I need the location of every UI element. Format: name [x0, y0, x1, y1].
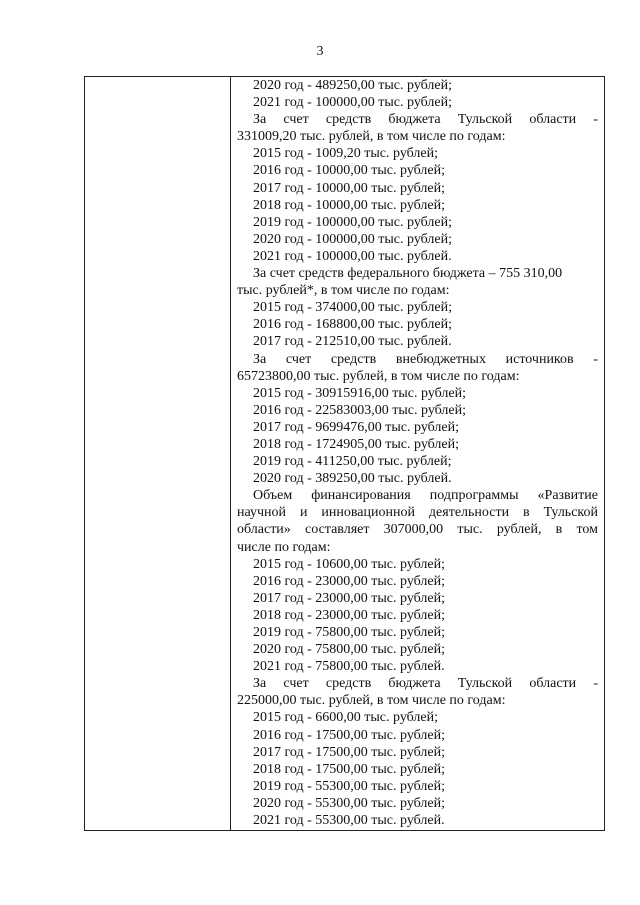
text-line: 2016 год - 23000,00 тыс. рублей; [253, 573, 446, 589]
text-line: 2019 год - 411250,00 тыс. рублей; [253, 454, 452, 470]
text-line: 2015 год - 30915916,00 тыс. рублей; [253, 385, 467, 401]
text-line: 2020 год - 75800,00 тыс. рублей; [253, 642, 446, 658]
text-line: За счет средств внебюджетных источников - [253, 351, 598, 367]
text-line: 2021 год - 100000,00 тыс. рублей; [253, 95, 453, 111]
text-line: 2019 год - 75800,00 тыс. рублей; [253, 625, 446, 640]
text-line: 2017 год - 17500,00 тыс. рублей; [253, 744, 446, 760]
text-line: 2021 год - 75800,00 тыс. рублей. [253, 659, 445, 675]
text-line: 2018 год - 17500,00 тыс. рублей; [253, 761, 446, 777]
text-line: 2015 год - 374000,00 тыс. рублей; [253, 300, 453, 316]
table-content-cell [231, 77, 604, 830]
text-line: 2021 год - 100000,00 тыс. рублей. [253, 248, 452, 264]
text-line: 2019 год - 100000,00 тыс. рублей; [253, 214, 453, 230]
text-line: научной и инновационной деятельности в Тульской [237, 505, 598, 521]
text-line: 2018 год - 10000,00 тыс. рублей; [253, 197, 446, 213]
budget-table [84, 76, 605, 831]
text-line: 2019 год - 55300,00 тыс. рублей; [253, 778, 446, 794]
text-line: 2015 год - 10600,00 тыс. рублей; [253, 556, 446, 572]
table-label-cell [85, 77, 231, 830]
text-line: 2017 год - 9699476,00 тыс. рублей; [253, 419, 460, 435]
text-line: 2015 год - 1009,20 тыс. рублей; [253, 146, 439, 162]
text-line: За счет средств бюджета Тульской области - [253, 112, 598, 128]
text-line: 2017 год - 10000,00 тыс. рублей; [253, 180, 446, 196]
text-line: 65723800,00 тыс. рублей, в том числе по годам: [237, 368, 520, 384]
text-line: 2021 год - 55300,00 тыс. рублей. [253, 813, 445, 829]
text-line: 2016 год - 10000,00 тыс. рублей; [253, 163, 446, 179]
page-number: 3 [316, 44, 324, 59]
text-line: числе по годам: [237, 539, 331, 555]
text-line: 2017 год - 23000,00 тыс. рублей; [253, 590, 446, 606]
text-line: За счет средств федерального бюджета – 755 310,00 [253, 266, 563, 282]
text-line: За счет средств бюджета Тульской области - [253, 676, 598, 692]
text-line: 2020 год - 389250,00 тыс. рублей. [253, 471, 452, 487]
text-line: 2015 год - 6600,00 тыс. рублей; [253, 710, 439, 726]
text-line: области» составляет 307000,00 тыс. рублей, в том [237, 522, 598, 538]
text-line: 2018 год - 23000,00 тыс. рублей; [253, 607, 446, 623]
text-line: тыс. рублей*, в том числе по годам: [237, 283, 450, 299]
text-line: 2020 год - 100000,00 тыс. рублей; [253, 231, 453, 247]
text-line: 2018 год - 1724905,00 тыс. рублей; [253, 436, 460, 452]
text-line: 225000,00 тыс. рублей, в том числе по годам: [237, 693, 506, 709]
text-line: 331009,20 тыс. рублей, в том числе по годам: [237, 129, 506, 145]
text-line: 2017 год - 212510,00 тыс. рублей. [253, 334, 452, 350]
text-line: Объем финансирования подпрограммы «Развитие [253, 488, 598, 504]
text-line: 2016 год - 17500,00 тыс. рублей; [253, 727, 446, 743]
text-line: 2016 год - 22583003,00 тыс. рублей; [253, 402, 467, 418]
text-line: 2020 год - 489250,00 тыс. рублей; [253, 78, 453, 93]
text-line: 2016 год - 168800,00 тыс. рублей; [253, 317, 453, 333]
text-line: 2020 год - 55300,00 тыс. рублей; [253, 795, 446, 811]
